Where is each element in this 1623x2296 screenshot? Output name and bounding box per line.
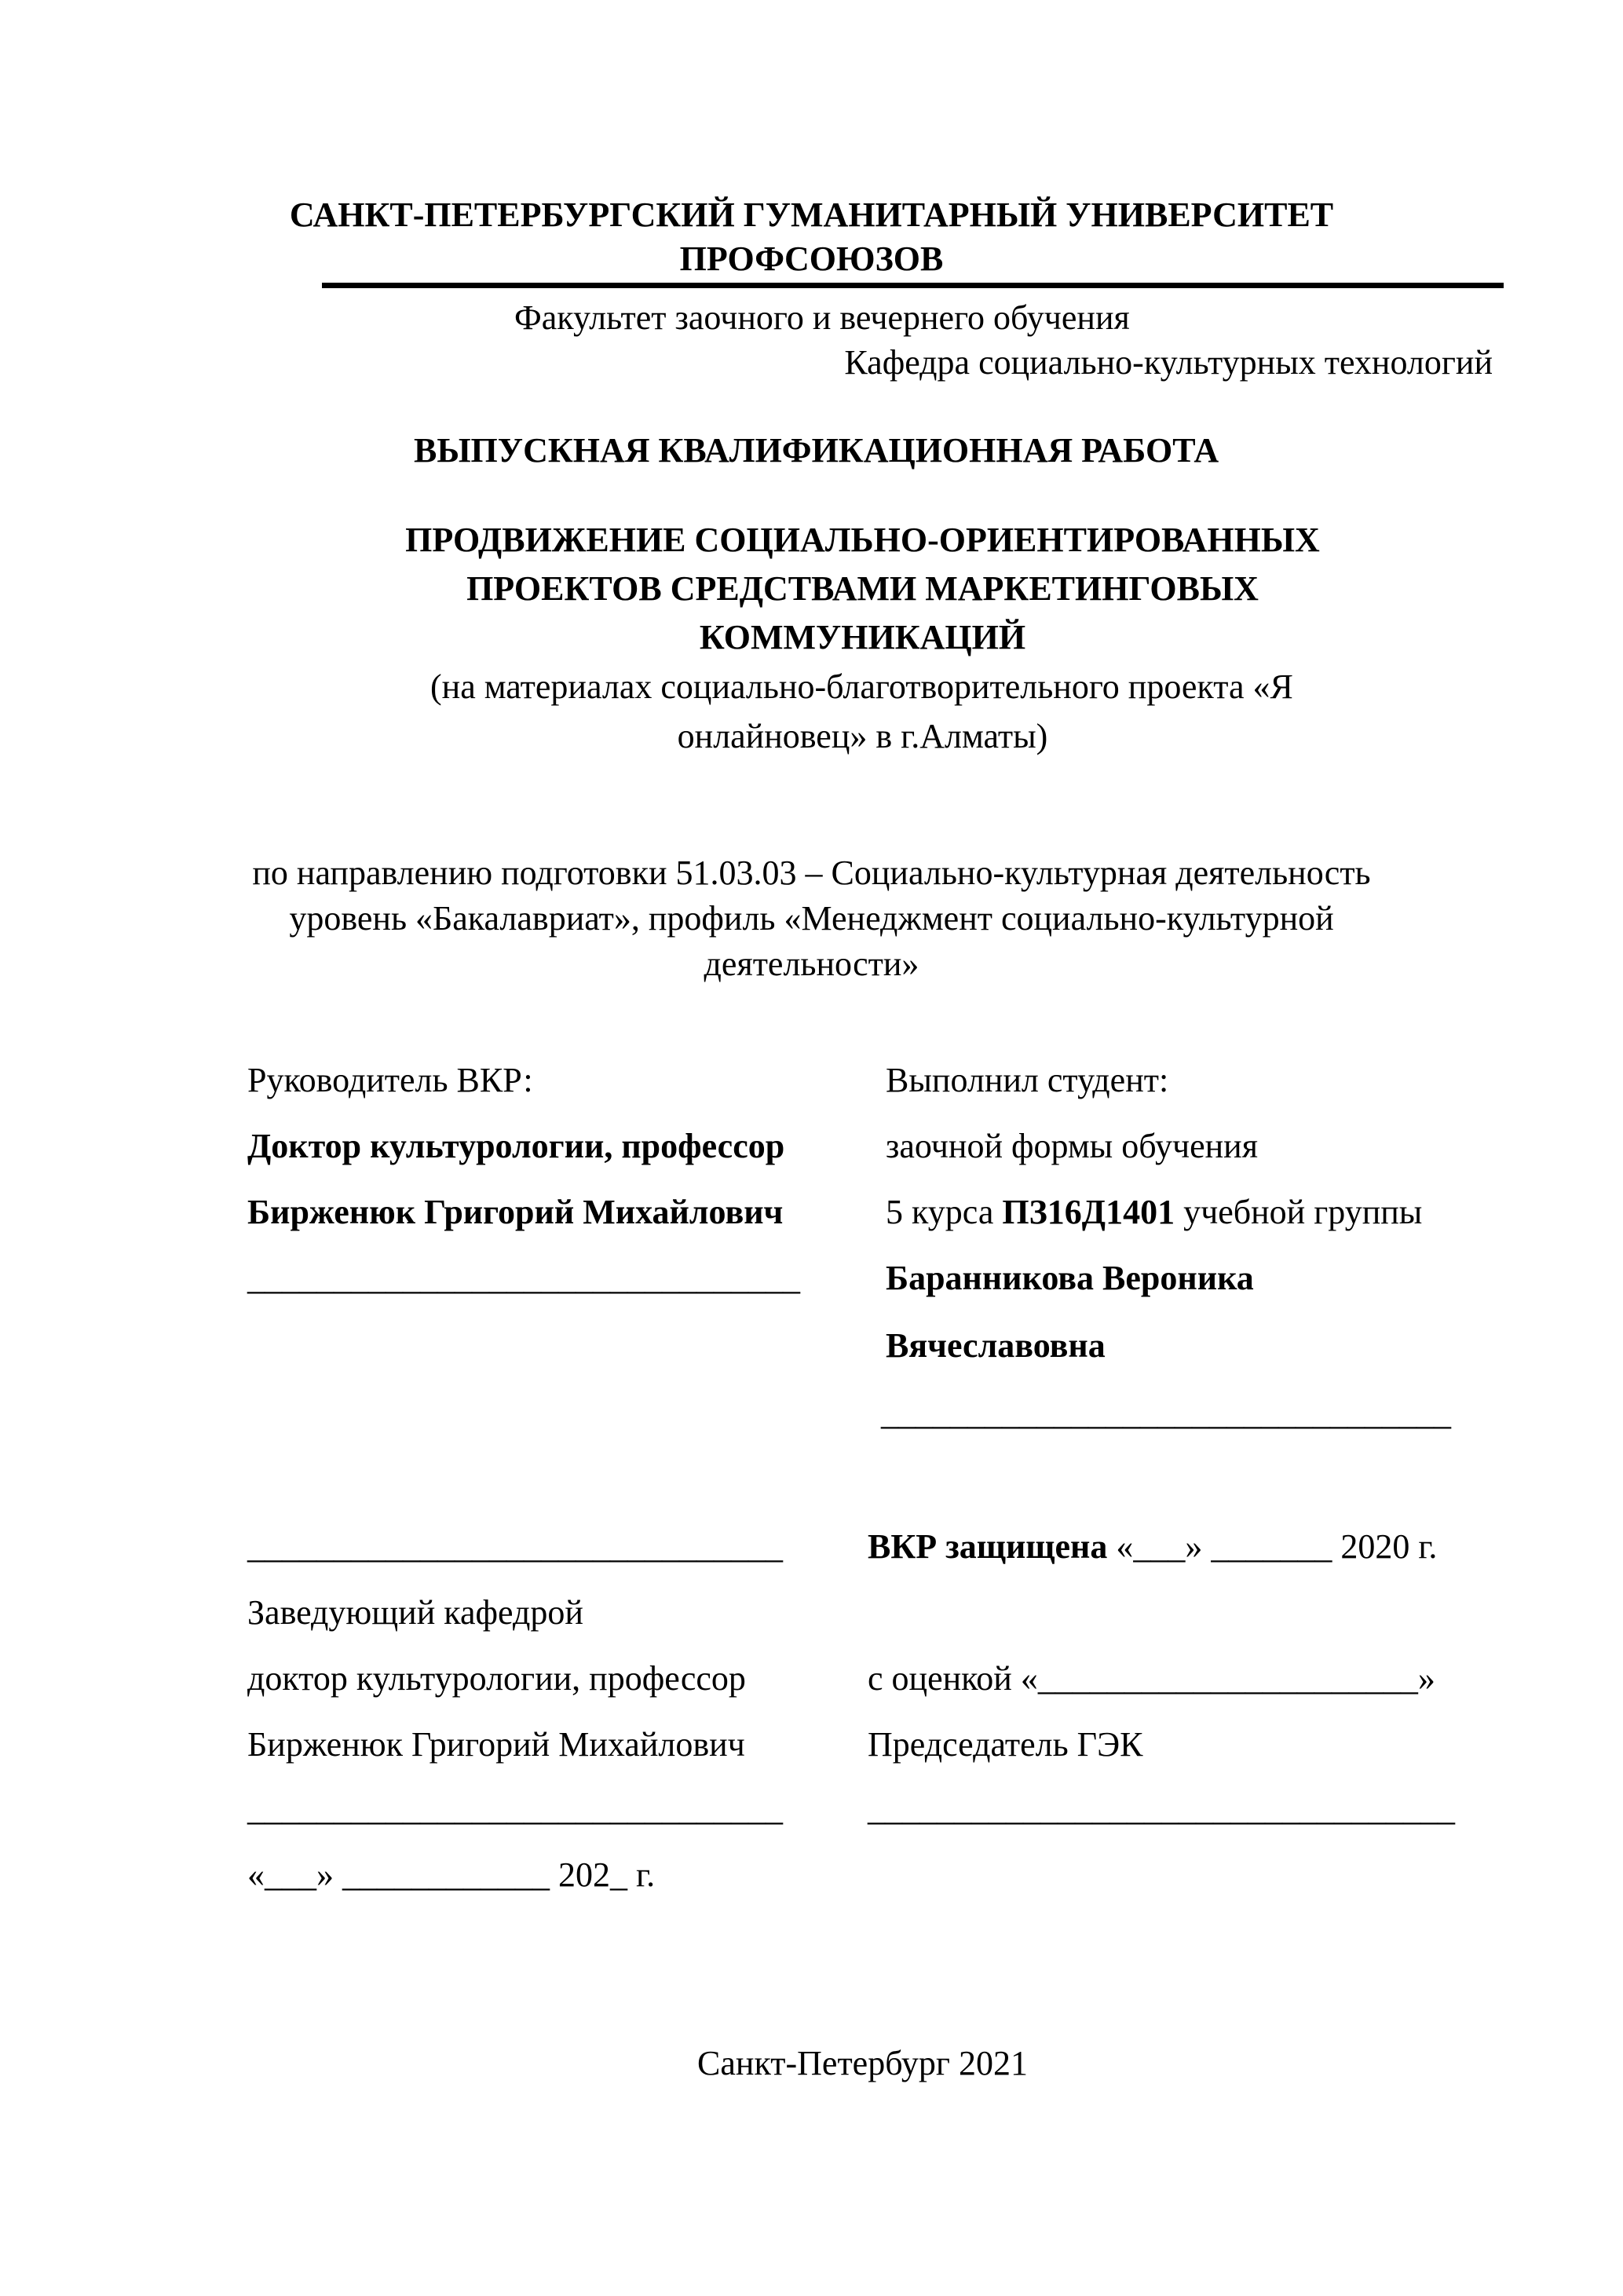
city-year: Санкт-Петербург 2021	[697, 2044, 1028, 2082]
direction-line3: деятельности»	[704, 945, 919, 983]
faculty-name: Факультет заочного и вечернего обучения	[514, 298, 1130, 337]
thesis-title-line1: ПРОДВИЖЕНИЕ СОЦИАЛЬНО-ОРИЕНТИРОВАННЫХ	[405, 521, 1320, 559]
student-group-code: ПЗ16Д1401	[1002, 1193, 1175, 1231]
commission-chair-label: Председатель ГЭК	[868, 1725, 1143, 1764]
student-course-group	[886, 1195, 1422, 1230]
defense-grade: с оценкой «______________________»	[868, 1659, 1435, 1698]
university-name-line2: ПРОФСОЮЗОВ	[679, 239, 944, 278]
defense-date: «___» _______ 2020 г.	[1116, 1527, 1438, 1566]
supervisor-signature-line: ________________________________	[247, 1259, 800, 1297]
chair-signature-line: __________________________________	[868, 1790, 1455, 1828]
head-label: Заведующий кафедрой	[247, 1593, 583, 1632]
university-name-line1: САНКТ-ПЕТЕРБУРГСКИЙ ГУМАНИТАРНЫЙ УНИВЕРСИТЕТ	[289, 196, 1334, 234]
head-approval-date: «___» ____________ 202_ г.	[247, 1855, 656, 1894]
student-label: Выполнил студент:	[886, 1061, 1169, 1099]
supervisor-name: Бирженюк Григорий Михайлович	[247, 1193, 784, 1231]
defense-label: ВКР защищена	[868, 1527, 1108, 1566]
department-name: Кафедра социально-культурных технологий	[844, 343, 1493, 382]
supervisor-label: Руководитель ВКР:	[247, 1061, 533, 1099]
head-degree: доктор культурологии, профессор	[247, 1659, 746, 1698]
student-course: 5 курса	[886, 1193, 994, 1231]
thesis-title-line2: ПРОЕКТОВ СРЕДСТВАМИ МАРКЕТИНГОВЫХ	[466, 569, 1259, 608]
thesis-title-line3: КОММУНИКАЦИЙ	[699, 618, 1026, 656]
supervisor-degree: Доктор культурологии, профессор	[247, 1127, 785, 1165]
direction-line1: по направлению подготовки 51.03.03 – Социально-культурная деятельность	[252, 854, 1371, 892]
student-study-form: заочной формы обучения	[886, 1127, 1258, 1165]
thesis-subtitle-line2: онлайновец» в г.Алматы)	[677, 717, 1048, 755]
head-signature-line: _______________________________	[247, 1527, 783, 1566]
student-group-suffix: учебной группы	[1183, 1193, 1423, 1231]
student-signature-line: _________________________________	[881, 1394, 1451, 1432]
student-name-line1: Баранникова Вероника	[886, 1259, 1254, 1297]
work-type-heading: ВЫПУСКНАЯ КВАЛИФИКАЦИОННАЯ РАБОТА	[414, 431, 1219, 470]
direction-line2: уровень «Бакалавриат», профиль «Менеджмент социально-культурной	[289, 899, 1334, 938]
defense-date-row	[868, 1527, 1438, 1566]
head-signature-line2: _______________________________	[247, 1790, 783, 1828]
head-name: Бирженюк Григорий Михайлович	[247, 1725, 745, 1764]
header-rule	[322, 283, 1504, 288]
thesis-subtitle-line1: (на материалах социально-благотворительного проекта «Я	[430, 667, 1293, 706]
student-name-line2: Вячеславовна	[886, 1326, 1106, 1365]
